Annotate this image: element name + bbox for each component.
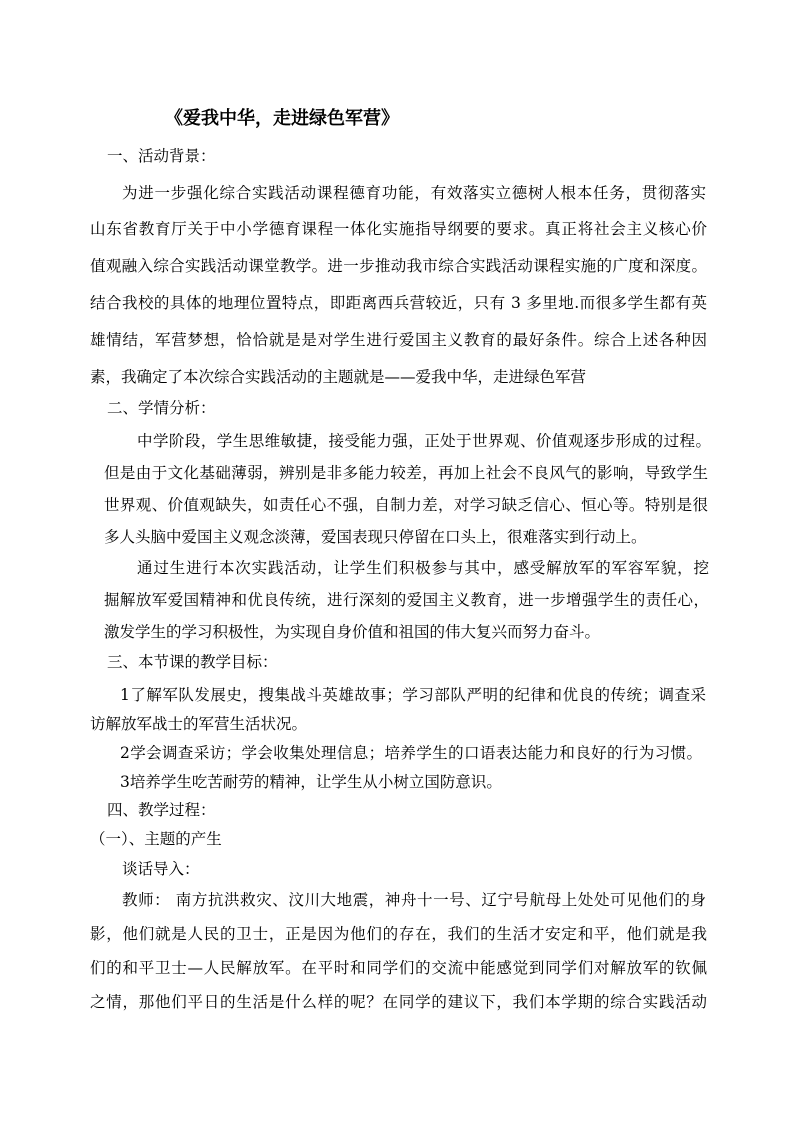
paragraph-line: 中学阶段，学生思维敏捷，接受能力强，正处于世界观、价值观逐步形成的过程。 — [137, 432, 711, 450]
paragraph-line: 2学会调查采访；学会收集处理信息；培养学生的口语表达能力和良好的行为习惯。 — [120, 744, 702, 762]
paragraph-line: 雄情结，军营梦想，恰恰就是是对学生进行爱国主义教育的最好条件。综合上述各种因 — [90, 331, 707, 349]
paragraph-line: 之情，那他们平日的生活是什么样的呢？在同学的建议下，我们本学期的综合实践活动 — [90, 993, 707, 1011]
paragraph-line: 多人头脑中爱国主义观念淡薄，爱国表现只停留在口头上，很难落实到行动上。 — [104, 528, 647, 546]
paragraph-line: 世界观、价值观缺失，如责任心不强，自制力差，对学习缺乏信心、恒心等。特别是很 — [104, 496, 708, 514]
paragraph-line: 们的和平卫士—人民解放军。在平时和同学们的交流中能感觉到同学们对解放军的钦佩 — [90, 959, 707, 977]
paragraph-line: 通过生进行本次实践活动，让学生们积极参与其中，感受解放军的军容军貌，挖 — [137, 559, 709, 577]
paragraph-line: 值观融入综合实践活动课堂教学。进一步推动我市综合实践活动课程实施的广度和深度。 — [90, 257, 707, 275]
paragraph-line: 3培养学生吃苦耐劳的精神，让学生从小树立国防意识。 — [120, 773, 502, 791]
paragraph-line: 激发学生的学习积极性，为实现自身价值和祖国的伟大复兴而努力奋斗。 — [104, 623, 601, 641]
section-heading-objectives: 三、本节课的教学目标： — [107, 653, 278, 671]
paragraph-line: 1了解军队发展史，搜集战斗英雄故事；学习部队严明的纪律和优良的传统；调查采 — [120, 686, 706, 704]
subsection-heading: （一）、主题的产生 — [90, 830, 222, 848]
paragraph-line: 访解放军战士的军营生活状况。 — [90, 715, 308, 733]
paragraph-line: 素，我确定了本次综合实践活动的主题就是——爱我中华，走进绿色军营 — [90, 368, 587, 386]
section-heading-process: 四、教学过程： — [107, 801, 216, 819]
section-heading-analysis: 二、学情分析： — [107, 399, 216, 417]
paragraph-line: 影，他们就是人民的卫士，正是因为他们的存在，我们的生活才安定和平，他们就是我 — [90, 925, 707, 943]
paragraph-line: 教师： 南方抗洪救灾、汶川大地震，神舟十一号、辽宁号航母上处处可见他们的身 — [122, 891, 706, 909]
document-title: 《爱我中华，走进绿色军营》 — [165, 108, 399, 129]
paragraph-line: 谈话导入： — [122, 860, 200, 878]
paragraph-line: 但是由于文化基础薄弱，辨别是非多能力较差，再加上社会不良风气的影响，导致学生 — [104, 464, 708, 482]
paragraph-line: 掘解放军爱国精神和优良传统，进行深刻的爱国主义教育，进一步增强学生的责任心， — [104, 591, 709, 609]
paragraph-line: 结合我校的具体的地理位置特点，即距离西兵营较近，只有 3 多里地.而很多学生都有英 — [90, 294, 707, 312]
section-heading-background: 一、活动背景： — [107, 147, 216, 165]
paragraph-line: 为进一步强化综合实践活动课程德育功能，有效落实立德树人根本任务，贯彻落实 — [122, 184, 706, 202]
paragraph-line: 山东省教育厅关于中小学德育课程一体化实施指导纲要的要求。真正将社会主义核心价 — [90, 220, 707, 238]
